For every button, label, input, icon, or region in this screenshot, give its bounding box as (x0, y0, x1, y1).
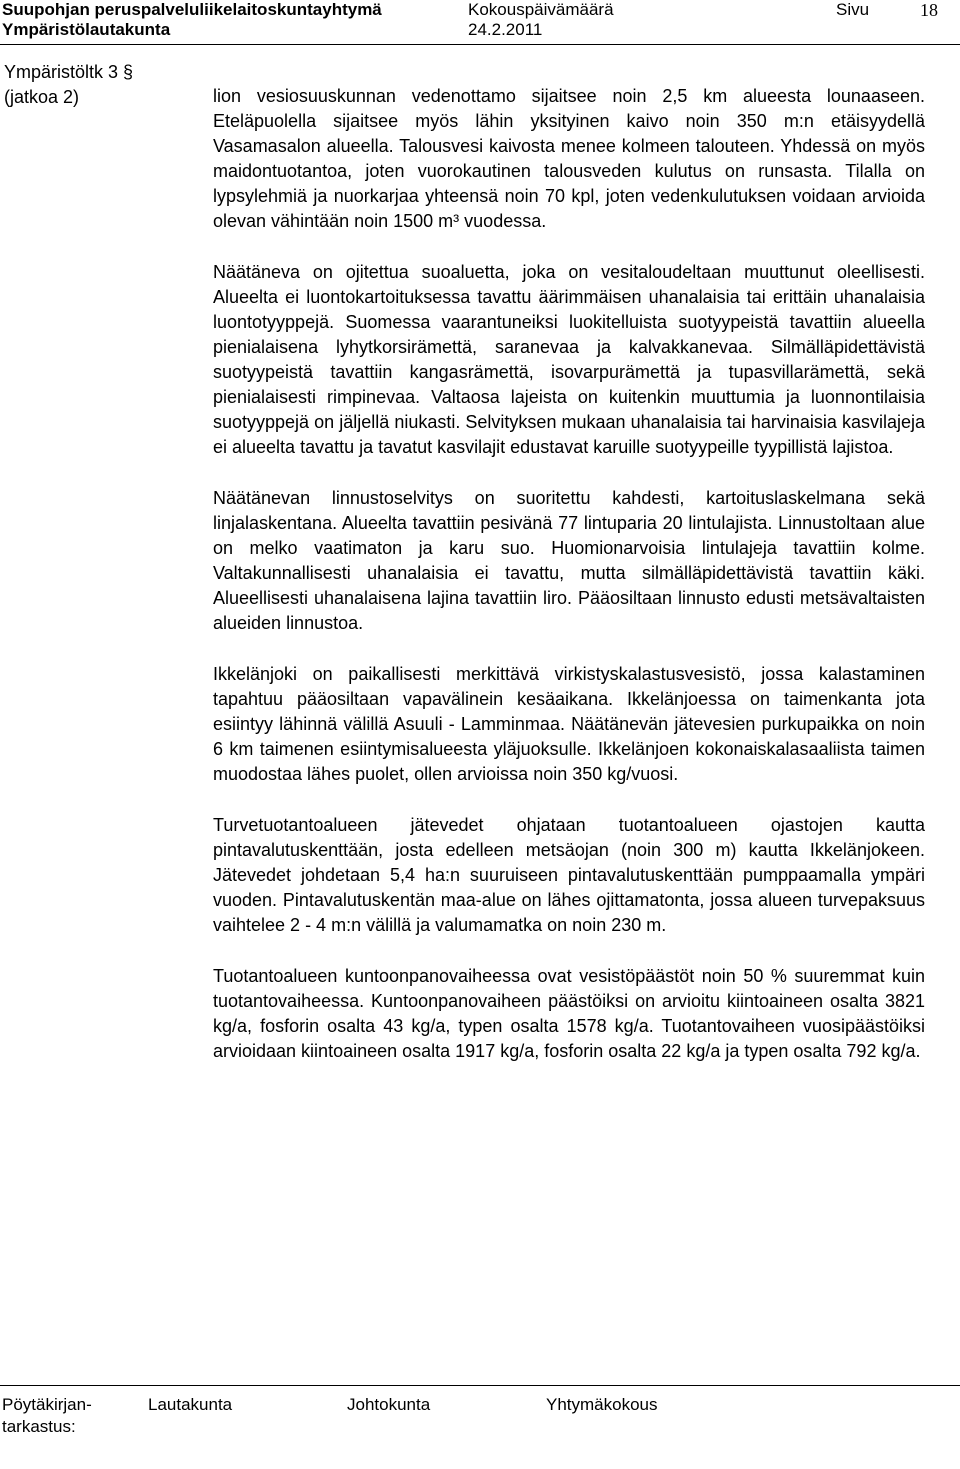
page-label: Sivu (836, 0, 870, 19)
footer-divider (0, 1385, 960, 1386)
document-body (213, 84, 925, 1090)
section-continuation: (jatkoa 2) (4, 87, 80, 107)
footer-review-label (2, 1394, 92, 1438)
footer-board: Lautakunta (148, 1395, 233, 1414)
paragraph-habitats: Näätäneva on ojitettua suoaluetta, joka on vesitaloudeltaan muuttunut oleellisesti. Alueelta ei luontokartoituksessa tavattu äärimmäisen uhanalaisia tai erittäin uhanalaisia luontotyyppejä. Suomessa vaarantuneiksi luokitelluista suotyypeistä tavattiin alueella pienialaisena lyhytkorsirämettä, saranevaa ja kalvakkanevaa. Silmälläpidettävistä suotyypeistä tavattiin kangasrämettä, isovarpurämettä ja tupasvillarämettä, sekä pienialaisesti rimpinevaa. Valtaosa lajeista on kuitenkin muuttumia ja luonnontilaisia suotyyppejä on jäljellä niukasti. Selvityksen mukaan uhanalaisia tai harvinaisia kasvilajeja ei alueelta tavattu ja tavatut kasvilajit edustavat karuille suotyypeille tyypillistä lajistoa. (213, 262, 925, 457)
date-label: Kokouspäivämäärä (468, 0, 614, 19)
section-reference (4, 60, 133, 110)
header-divider (0, 44, 960, 45)
footer-review-label-line2: tarkastus: (2, 1417, 76, 1436)
paragraph-birds: Näätänevan linnustoselvitys on suoritettu kahdesti, kartoituslaskelmana sekä linjalaskentana. Alueelta tavattiin pesivänä 77 lintuparia 20 lintulajista. Linnustoltaan alue on melko vaatimaton ja karu suo. Huomionarvoisia lintulajeja tavattiin kolme. Valtakunnallisesti uhanalaisia ei tavattu, mutta silmälläpidettävistä tavattiin käki. Alueellisesti uhanalaisena lajina tavattiin liro. Pääosiltaan linnusto edusti metsävaltaisten alueiden linnustoa. (213, 488, 925, 633)
footer-executive-board: Johtokunta (347, 1395, 431, 1414)
footer-review-label-line1: Pöytäkirjan- (2, 1395, 92, 1414)
committee-name: Ympäristölautakunta (2, 20, 171, 39)
paragraph-emissions: Tuotantoalueen kuntoonpanovaiheessa ovat vesistöpäästöt noin 50 % suuremmat kuin tuotantovaiheessa. Kuntoonpanovaiheen päästöiksi on arvioitu kiintoaineen osalta 3821 kg/a, fosforin osalta 43 kg/a, typen osalta 1578 kg/a. Tuotantovaiheen vuosipäästöiksi arvioidaan kiintoaineen osalta 1917 kg/a, fosforin osalta 22 kg/a ja typen osalta 792 kg/a. (213, 966, 925, 1061)
paragraph-wastewater: Turvetuotantoalueen jätevedet ohjataan tuotantoalueen ojastojen kautta pintavalutuskenttään, josta edelleen metsäojan (noin 300 m) kautta Ikkelänjokeen. Jätevedet johdetaan 5,4 ha:n suuruiseen pintavalutuskenttään pumppaamalla ympäri vuoden. Pintavalutuskentän maa-alue on lähes ojittamatonta, jossa alueen turvepaksuus vaihtelee 2 - 4 m:n välillä ja valumamatka on noin 230 m. (213, 815, 925, 935)
date-value: 24.2.2011 (468, 20, 543, 39)
page-header (0, 0, 960, 44)
organization-name: Suupohjan peruspalveluliikelaitoskuntayhtymä (2, 0, 382, 19)
section-title: Ympäristöltk 3 § (4, 62, 134, 82)
page-number: 18 (920, 0, 938, 20)
footer-federation-meeting: Yhtymäkokous (546, 1395, 658, 1414)
paragraph-water-supply: lion vesiosuuskunnan vedenottamo sijaitsee noin 2,5 km alueesta lounaaseen. Eteläpuolella sijaitsee myös lähin yksityinen kaivo noin 350 m:n etäisyydellä Vasamasalon alueella. Talousvesi kaivosta menee kolmeen talouteen. Yhdessä on myös maidontuotantoa, joten vuorokautinen talousveden kulutus on runsasta. Tilalla on lypsylehmiä ja nuorkarjaa yhteensä noin 70 kpl, joten vedenkulutuksen voidaan arvioida olevan vähintään noin 1500 m³ vuodessa. (213, 86, 925, 231)
paragraph-fishing: Ikkelänjoki on paikallisesti merkittävä virkistyskalastusvesistö, jossa kalastaminen tapahtuu pääosiltaan vapavälinein kesäaikana. Ikkelänjoessa on taimenkanta jota esiintyy lähinnä välillä Asuuli - Lamminmaa. Näätänevän jätevesien purkupaikka on noin 6 km taimenen esiintymisalueesta yläjuoksulle. Ikkelänjoen kokonaiskalasaaliista taimen muodostaa lähes puolet, ollen arvioissa noin 350 kg/vuosi. (213, 664, 925, 784)
